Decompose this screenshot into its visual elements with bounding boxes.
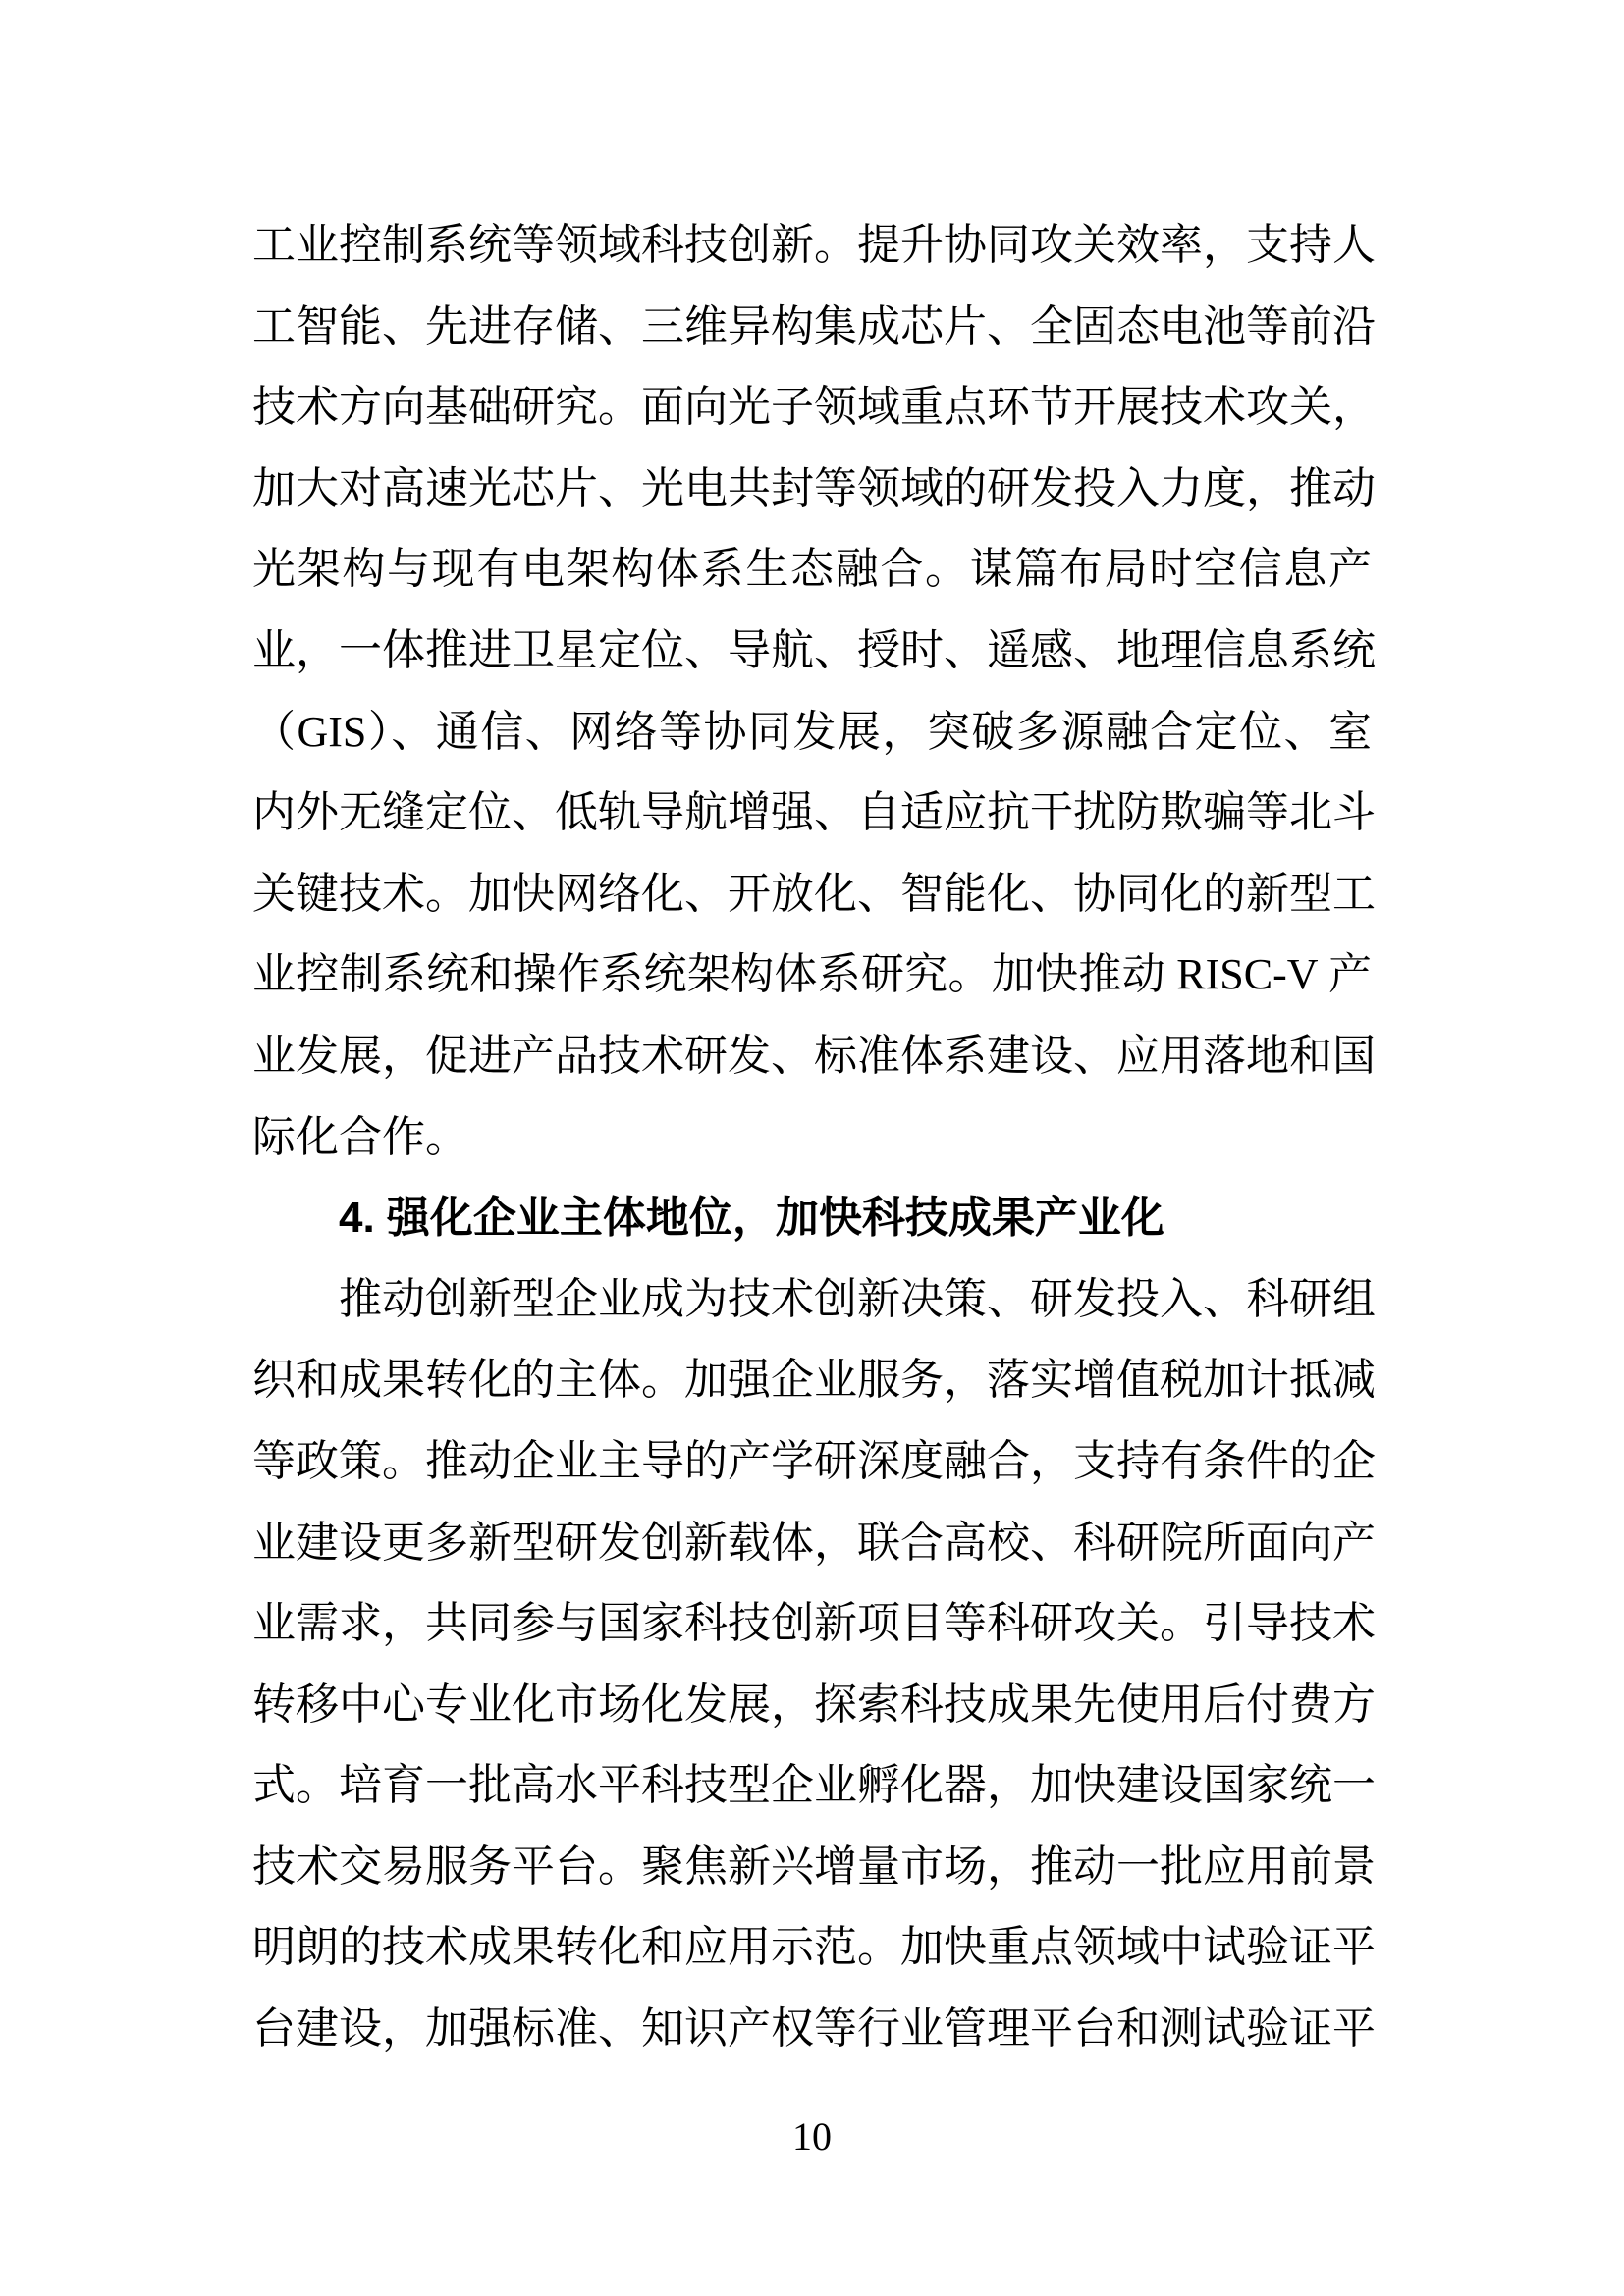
text-line: 技术交易服务平台。聚焦新兴增量市场，推动一批应用前景 — [252, 1842, 1376, 1891]
text-line: 内外无缝定位、低轨导航增强、自适应抗干扰防欺骗等北斗 — [252, 788, 1376, 837]
text-line: 业建设更多新型研发创新载体，联合高校、科研院所面向产 — [252, 1518, 1376, 1567]
text-line: 业需求，共同参与国家科技创新项目等科研攻关。引导技术 — [252, 1599, 1376, 1648]
text-line: （GIS）、通信、网络等协同发展，突破多源融合定位、室 — [252, 707, 1372, 756]
section-heading: 4. 强化企业主体地位，加快科技成果产业化 — [339, 1194, 1164, 1243]
text-line: 业，一体推进卫星定位、导航、授时、遥感、地理信息系统 — [252, 625, 1376, 674]
text-line: 工智能、先进存储、三维异构集成芯片、全固态电池等前沿 — [252, 301, 1376, 350]
text-line: 际化合作。 — [252, 1112, 468, 1161]
text-line: 明朗的技术成果转化和应用示范。加快重点领域中试验证平 — [252, 1923, 1376, 1972]
text-line: 业控制系统和操作系统架构体系研究。加快推动 RISC-V 产 — [252, 950, 1372, 999]
text-line: 工业控制系统等领域科技创新。提升协同攻关效率，支持人 — [252, 221, 1376, 269]
text-block — [252, 205, 1376, 2070]
text-line: 等政策。推动企业主导的产学研深度融合，支持有条件的企 — [252, 1436, 1376, 1485]
text-line: 加大对高速光芯片、光电共封等领域的研发投入力度，推动 — [252, 463, 1376, 512]
text-line: 光架构与现有电架构体系生态融合。谋篇布局时空信息产 — [252, 545, 1372, 594]
text-line: 关键技术。加快网络化、开放化、智能化、协同化的新型工 — [252, 869, 1376, 918]
text-line: 转移中心专业化市场化发展，探索科技成果先使用后付费方 — [252, 1680, 1376, 1729]
text-line: 织和成果转化的主体。加强企业服务，落实增值税加计抵减 — [252, 1356, 1376, 1405]
page-number: 10 — [792, 2114, 832, 2159]
text-line: 业发展，促进产品技术研发、标准体系建设、应用落地和国 — [252, 1031, 1376, 1080]
text-line: 台建设，加强标准、知识产权等行业管理平台和测试验证平 — [252, 2004, 1376, 2054]
text-line: 推动创新型企业成为技术创新决策、研发投入、科研组 — [339, 1274, 1376, 1323]
text-line: 技术方向基础研究。面向光子领域重点环节开展技术攻关， — [252, 383, 1376, 432]
text-line: 式。培育一批高水平科技型企业孵化器，加快建设国家统一 — [252, 1761, 1376, 1810]
